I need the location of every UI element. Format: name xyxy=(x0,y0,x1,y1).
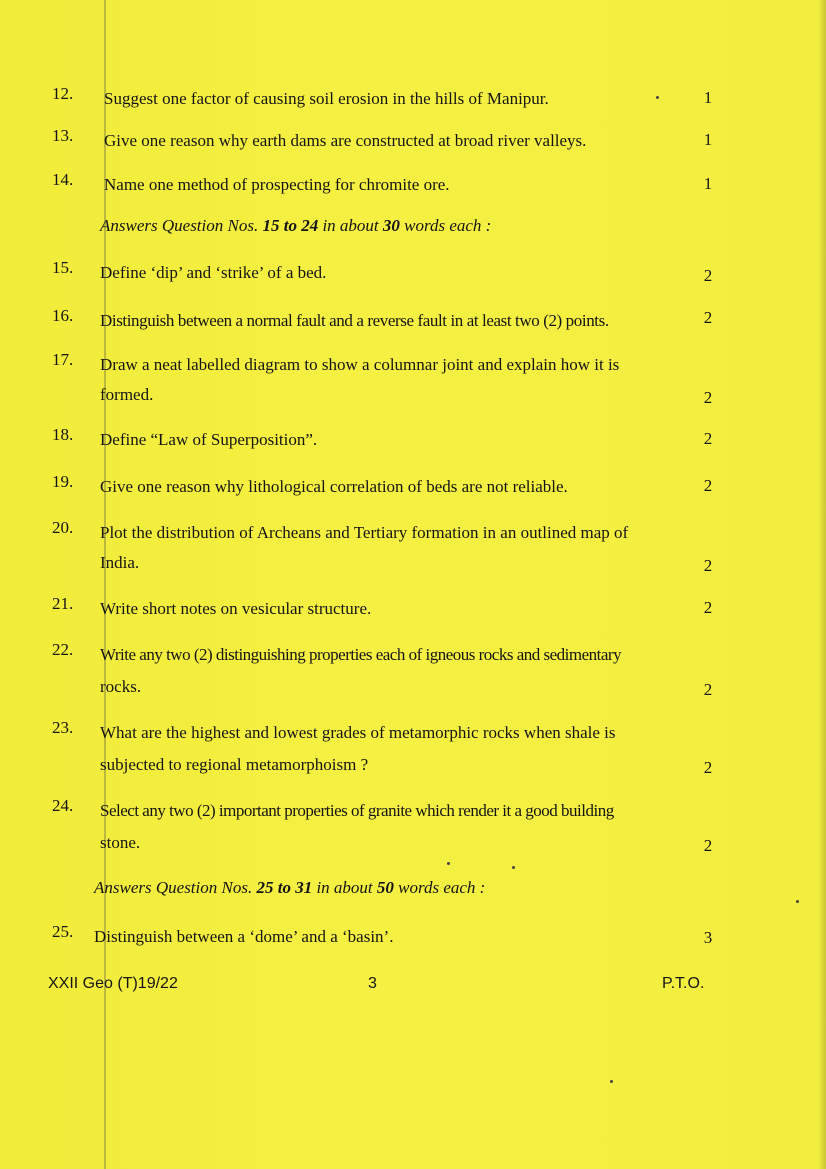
question-number: 24. xyxy=(52,796,74,815)
question-marks: 1 xyxy=(703,174,713,193)
question-number: 18. xyxy=(52,425,74,444)
pto-label: P.T.O. xyxy=(662,975,705,992)
question-text-cont: India. xyxy=(100,553,140,572)
speck xyxy=(610,1080,613,1083)
speck xyxy=(796,900,799,903)
speck xyxy=(447,862,450,865)
question-text-cont: stone. xyxy=(100,833,141,852)
question-text: Write short notes on vesicular structure. xyxy=(100,599,372,618)
question-text-cont: subjected to regional metamorphoism ? xyxy=(100,755,369,774)
section-prefix: Answers Question Nos. xyxy=(100,216,259,235)
question-number: 25. xyxy=(52,922,74,941)
paper-code: XXII Geo (T)19/22 xyxy=(48,975,178,992)
section-prefix: Answers Question Nos. xyxy=(94,878,253,897)
question-marks: 2 xyxy=(703,836,713,855)
question-number: 15. xyxy=(52,258,74,277)
question-text: Define ‘dip’ and ‘strike’ of a bed. xyxy=(100,263,327,282)
question-number: 22. xyxy=(52,640,74,659)
section-suffix: words each : xyxy=(404,216,492,235)
question-text: Give one reason why earth dams are constructed at broad river valleys. xyxy=(104,131,587,150)
question-text: Plot the distribution of Archeans and Tertiary formation in an outlined map of xyxy=(100,523,629,542)
question-text-cont: formed. xyxy=(100,385,154,404)
question-marks: 1 xyxy=(703,88,713,107)
section-heading xyxy=(100,216,491,236)
question-number: 17. xyxy=(52,350,74,369)
page-number: 3 xyxy=(368,975,377,992)
question-number: 20. xyxy=(52,518,74,537)
question-number: 21. xyxy=(52,594,74,613)
section-mid: in about xyxy=(322,216,379,235)
question-text: Draw a neat labelled diagram to show a columnar joint and explain how it is xyxy=(100,355,620,374)
question-text: Define “Law of Superposition”. xyxy=(100,430,318,449)
question-marks: 2 xyxy=(703,308,713,327)
question-marks: 2 xyxy=(703,598,713,617)
speck xyxy=(656,96,659,99)
question-number: 14. xyxy=(52,170,74,189)
question-text: Name one method of prospecting for chromite ore. xyxy=(104,175,450,194)
question-text: Distinguish between a normal fault and a reverse fault in at least two (2) points. xyxy=(100,311,609,330)
section-mid: in about xyxy=(316,878,373,897)
question-number: 12. xyxy=(52,84,74,103)
question-text: Write any two (2) distinguishing properties each of igneous rocks and sedimentary xyxy=(100,645,622,664)
question-number: 19. xyxy=(52,472,74,491)
question-number: 16. xyxy=(52,306,74,325)
question-marks: 2 xyxy=(703,476,713,495)
question-number: 13. xyxy=(52,126,74,145)
question-text: Select any two (2) important properties of granite which render it a good building xyxy=(100,801,614,820)
section-range: 25 to 31 xyxy=(256,878,313,897)
question-text-cont: rocks. xyxy=(100,677,142,696)
speck xyxy=(512,866,515,869)
question-marks: 2 xyxy=(703,429,713,448)
section-heading xyxy=(94,878,485,898)
question-text: Give one reason why lithological correlation of beds are not reliable. xyxy=(100,477,568,496)
question-marks: 3 xyxy=(703,928,713,947)
question-text: What are the highest and lowest grades of metamorphic rocks when shale is xyxy=(100,723,616,742)
page-edge-shadow xyxy=(818,0,826,1169)
question-text: Suggest one factor of causing soil erosion in the hills of Manipur. xyxy=(104,89,549,108)
section-words: 30 xyxy=(382,216,400,235)
question-text: Distinguish between a ‘dome’ and a ‘basin’. xyxy=(94,927,394,946)
question-marks: 2 xyxy=(703,758,713,777)
section-range: 15 to 24 xyxy=(262,216,319,235)
question-marks: 1 xyxy=(703,130,713,149)
question-number: 23. xyxy=(52,718,74,737)
question-marks: 2 xyxy=(703,266,713,285)
section-suffix: words each : xyxy=(398,878,486,897)
question-marks: 2 xyxy=(703,556,713,575)
section-words: 50 xyxy=(376,878,394,897)
question-marks: 2 xyxy=(703,680,713,699)
question-marks: 2 xyxy=(703,388,713,407)
